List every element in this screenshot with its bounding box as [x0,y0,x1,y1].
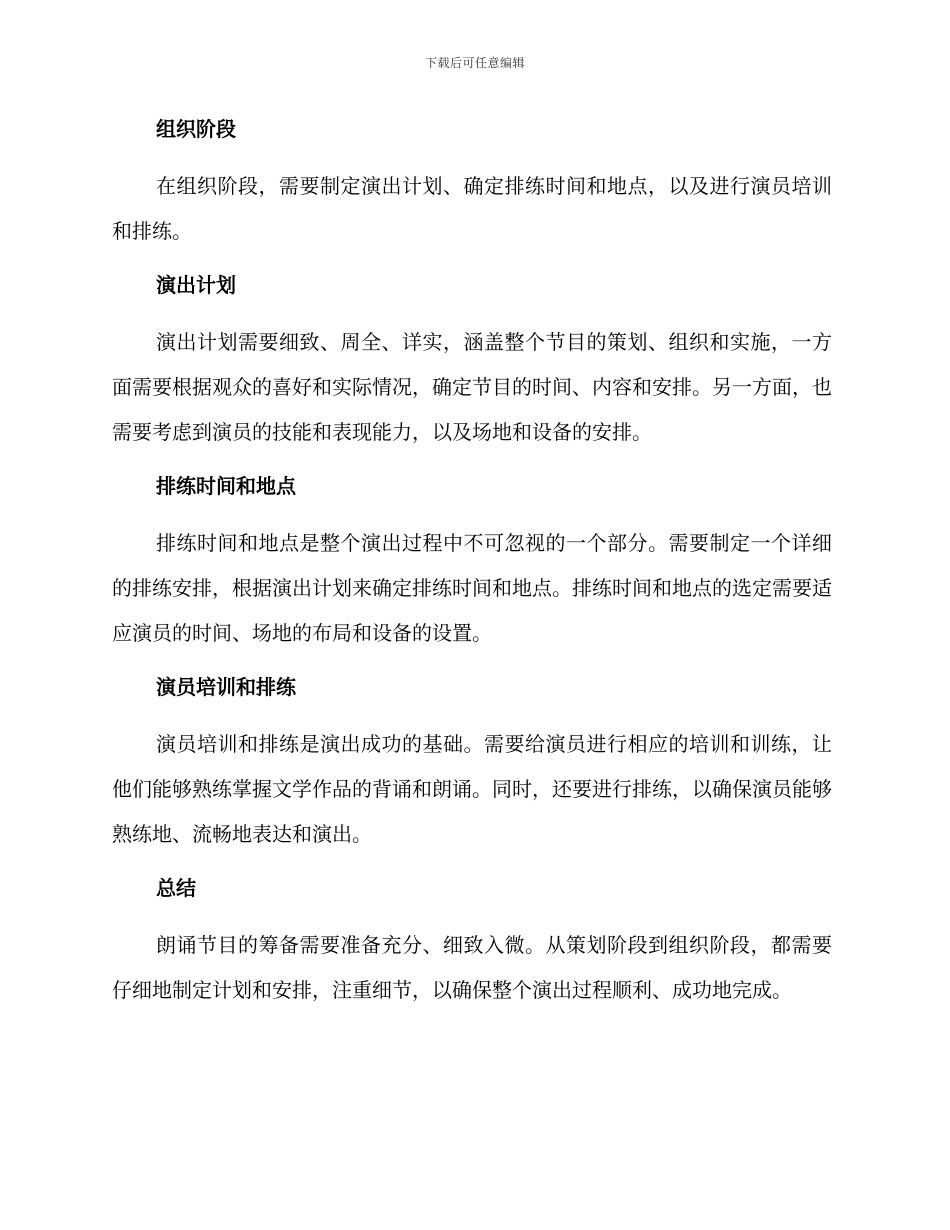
section-heading-rehearsal-time-place: 排练时间和地点 [156,474,296,498]
section-heading-organization: 组织阶段 [156,117,236,141]
section-paragraph-summary: 朗诵节目的筹备需要准备充分、细致入微。从策划阶段到组织阶段，都需要仔细地制定计划和安排，注重细节，以确保整个演出过程顺利、成功地完成。 [112,933,832,1002]
header-note: 下载后可任意编辑 [424,56,525,70]
section-paragraph-performance-plan: 演出计划需要细致、周全、详实，涵盖整个节目的策划、组织和实施，一方面需要根据观众的喜好和实际情况，确定节目的时间、内容和安排。另一方面，也需要考虑到演员的技能和表现能力，以及场地和设备的安排。 [112,330,832,444]
section-paragraph-actor-training: 演员培训和排练是演出成功的基础。需要给演员进行相应的培训和训练，让他们能够熟练掌握文学作品的背诵和朗诵。同时，还要进行排练，以确保演员能够熟练地、流畅地表达和演出。 [112,732,832,846]
section-heading-summary: 总结 [156,876,196,900]
section-heading-actor-training: 演员培训和排练 [156,675,296,699]
section-paragraph-organization: 在组织阶段，需要制定演出计划、确定排练时间和地点，以及进行演员培训和排练。 [112,174,832,243]
section-heading-performance-plan: 演出计划 [156,273,236,297]
document-body [112,110,832,1013]
section-paragraph-rehearsal-time-place: 排练时间和地点是整个演出过程中不可忽视的一个部分。需要制定一个详细的排练安排，根据演出计划来确定排练时间和地点。排练时间和地点的选定需要适应演员的时间、场地的布局和设备的设置。 [112,531,832,645]
